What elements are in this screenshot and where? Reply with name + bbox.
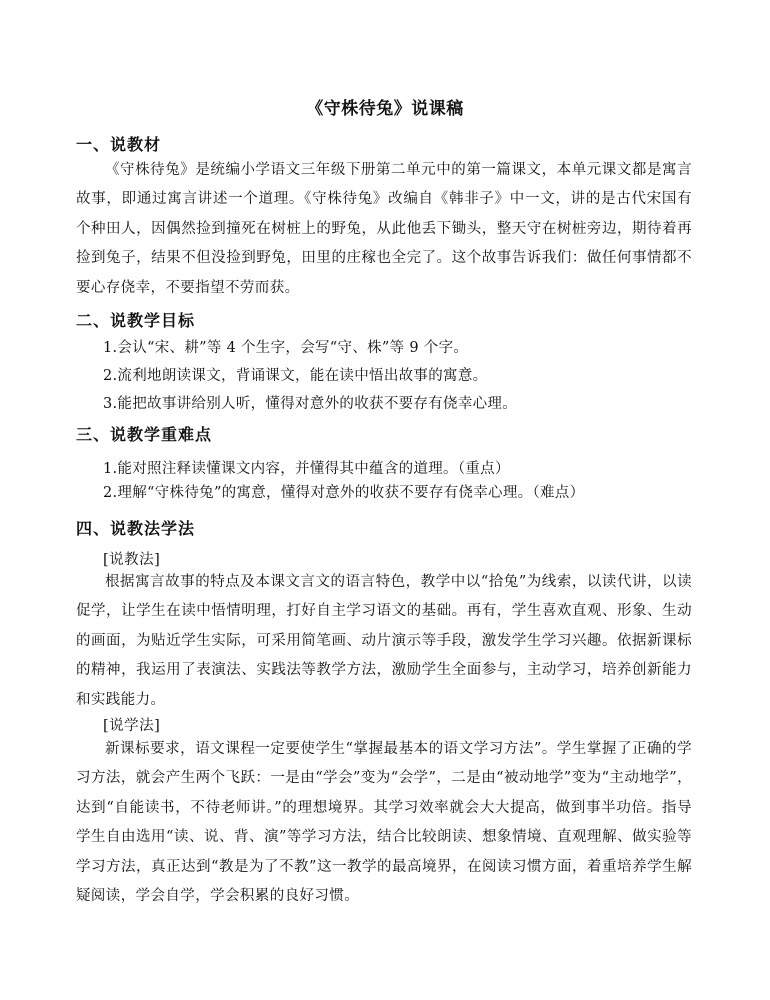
section-heading-methods: 四、说教法学法 [76,519,196,538]
teaching-method-label: [说教法] [103,552,161,568]
objective-item: 1.会认“宋、耕”等 4 个生字，会写“守、株”等 9 个字。 [103,340,469,356]
objective-item: 2.流利地朗读课文，背诵课文，能在读中悟出故事的寓意。 [103,368,488,384]
section-heading-textbook: 一、说教材 [76,135,162,154]
document-title: 《守株待兔》说课稿 [306,99,464,119]
learning-method-paragraph: 新课标要求，语文课程一定要使学生“掌握最基本的语文学习方法”。学生掌握了正确的学习方法，就会产生两个飞跃：一是由“学会”变为“会学”，二是由“被动地学”变为“主动地学”，达到“自能读书，不待老师讲。”的理想境界。其学习效率就会大大提高，做到事半功倍。指导学生自由选用“读、说、背、演”等学习方法，结合比较朗读、想象情境、直观理解、做实验等学习方法，真正达到“教是为了不教”这一教学的最高境界，在阅读习惯方面，着重培养学生解疑阅读，学会自学，学会积累的良好习惯。 [76,741,692,905]
learning-method-label: [说学法] [103,718,161,734]
section-heading-objectives: 二、说教学目标 [76,311,196,330]
textbook-paragraph: 《守株待兔》是统编小学语文三年级下册第二单元中的第一篇课文，本单元课文都是寓言故事，即通过寓言讲述一个道理。《守株待兔》改编自《韩非子》中一文，讲的是古代宋国有个种田人，因偶然捡到撞死在树桩上的野兔，从此他丢下锄头，整天守在树桩旁边，期待着再捡到兔子，结果不但没捡到野兔，田里的庄稼也全完了。这个故事告诉我们：做任何事情都不要心存侥幸，不要指望不劳而获。 [76,162,692,296]
key-point-item: 2.理解“守株待兔”的寓意，懂得对意外的收获不要存有侥幸心理。（难点） [103,485,585,501]
key-point-item: 1.能对照注释读懂课文内容，并懂得其中蕴含的道理。（重点） [103,461,510,477]
objective-item: 3.能把故事讲给别人听，懂得对意外的收获不要存有侥幸心理。 [103,396,518,412]
section-heading-key-points: 三、说教学重难点 [76,425,213,444]
teaching-method-paragraph: 根据寓言故事的特点及本课文言文的语言特色，教学中以“拾兔”为线索，以读代讲，以读促学，让学生在读中悟情明理，打好自主学习语文的基础。再有，学生喜欢直观、形象、生动的画面，为贴近学生实际，可采用简笔画、动片演示等手段，激发学生学习兴趣。依据新课标的精神，我运用了表演法、实践法等教学方法，激励学生全面参与，主动学习，培养创新能力和实践能力。 [76,574,692,708]
